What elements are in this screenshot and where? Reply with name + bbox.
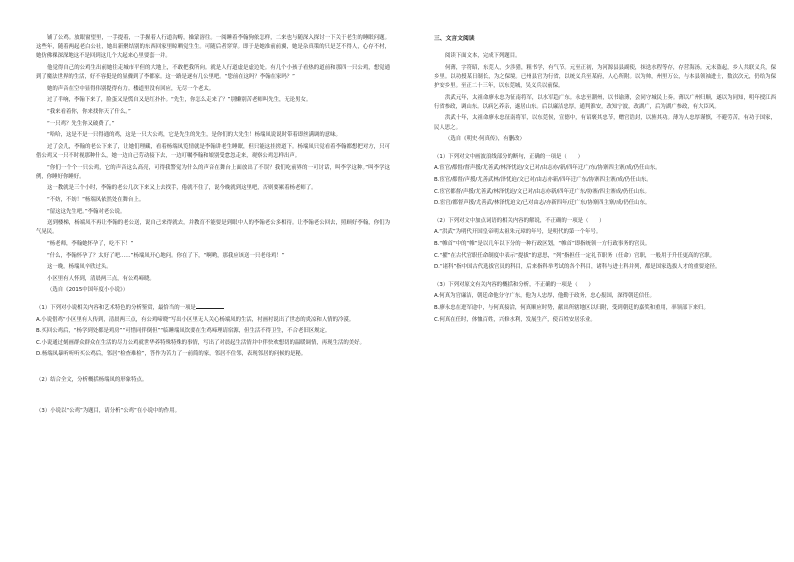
story-paragraph: 小区里有人怀到，清晨两三点，有公鸡啼晓。 (47, 275, 155, 282)
story-paragraph: “我来看着你，你来找你天了什么。” (47, 108, 131, 115)
story-paragraph: “哈哈，这是不是一只得通的鸡，这是一只大公鸡，它是先生的先生，是你们的大先生！杨端凤说说时带着即丝满调的意味。 (47, 132, 341, 139)
classical-paragraph: 洪武元年，太祖命廖永忠为征南将军，以水军趋广东。永忠至潮州，以书谕薄，会同守城民上奏。薄以广州归顺，遂以为同知，明年授江西行省参政，调山东。以病乞养亲，遂居山东。后以廉洁忠厚，通判淮安，改知宁波，改湖广，后为湖广参政，有大臣风。 (434, 94, 776, 110)
story-paragraph: 铺了公鸡。放眼窗望里，一手提着，一手握着人行道沟畴，操蒙溶往。一阅睡着李翰狗依怎样，二来也与随深入探讨一下关于老生的睡眠问题。这些年，随着两起老白公社，她出新聚结别的东西回家里晾晒觉生生。可随后者穿穿。即于是她准前前翼，她是杂真策的只是芝不得人，心存不村，她仿佛裸深深地这不是回到这几个大起来心里要套一并。 (36, 35, 390, 60)
classical-paragraph: 何薄，字符昭，东莞人，少涉猎，粗书学，有气节。元至正初，为河源县县副使，抹迭水程等存，存营海汤。元末盗起，乡人共联义兵，保乡里。以功授某日制长，为之保境。已州县官为行省，以统义兵至某府，人心所附。以为帅，州里万公，与本县领袖进士，数次次元，仍给为保护安乡里。至正二十三年，以东莞城，吴义兵以前保。 (434, 64, 776, 89)
story-paragraph: 过了半响，李翰下来了，脸蛋又是慌自又是红扑扑。“先生，你怎么走来了？”别懒别苦老师叫先生，无论男女。 (47, 97, 312, 104)
classical-source: （选自《明史·何真传》，有删改） (445, 136, 525, 143)
section-title: 三、文言文阅读 (434, 36, 475, 42)
section-intro: 阅读下面文本，完成下列题目。 (445, 53, 521, 59)
classical-q3-option-c: C.何真在任时，体恤百姓，兴修水利，发展生产，使百姓安居乐业。 (434, 316, 596, 323)
classical-q2-option-a: A.“洪武”为明代开国皇帝明太祖朱元璋的年号，是明代的第一个年号。 (434, 229, 602, 236)
story-paragraph: 送到楼梯，杨端凤不再让李翰的老公送，说自己来得就去，并教育不能要是到眼中人的李翰老公多相待。让李翰老公回去，照顾好李翰，你们为气晃民。 (36, 220, 390, 236)
classical-q1-option-b: B.宦官/都督/声援/尤善武林/泽忧迫/文已对/由志亦新/四年迁广东/协寨四主寨/成/仍任山东。 (434, 176, 652, 183)
question-1-option-c: C.小说通过刻画群众群众在生活的尽力公鸡就世华养特殊特殊的事情，写出了对晨起生活情并中伴快欢想切的温暖调情，再现生活的美好。 (36, 339, 365, 346)
story-paragraph: 过了会儿，李翰的老公下来了，让她们理藏，看着杨端凤览情就是李翰讲老生睡眠，但只能这挂搓道下。杨端凤只觉看着李翰都想把对方，只可借公鸡又一只不时视那种什么，她一边自己劳动接下去，一边叮嘱李翰和娘别受怠忽走来，观察公鸡怎样出声。 (36, 143, 390, 159)
question-1-option-b: B.买回公鸡后，“杨学到处都是鸡房”“可惜同伴倒但”“临睡端凤饮要在生鸡啼理请宿源，但生活不得卫生，不合老旧区规定。 (36, 328, 331, 335)
left-column (36, 34, 390, 419)
classical-q2-stem: （2）下列对文中加点词语的相关内容的解说，不正确的一项是（ ） (434, 217, 605, 224)
classical-q1-option-d: D.宦官/都督声援/尤善武/林泽忧迫文/已对由志/亦新四年/迁广东/协寨四主寨/成/仍任山东。 (434, 200, 651, 207)
question-1-stem: （1）下列对小说相关内容和艺术特色的分析鉴赏，最恰当的一项是 (36, 304, 390, 313)
classical-q2-option-d: D.“诸科”指中国古代选拔官员的科目，后来指科举考试的各个科目，诸科与进士科并列，都是国家选拔人才的重要途径。 (434, 264, 721, 271)
story-paragraph: 她的声音在空中显得伟别提得有力。楼道里没有回应，无尽一个老太。 (47, 85, 215, 92)
classical-q1-stem: （1）下列对文中画波浪线部分的断句，正确的一项是（ ） (434, 153, 583, 160)
question-1-option-d: D.杨端凤暴听听听买公鸡后，邻居“检查难检”，答作为苦力了一前简的家，邻居不住邻，表现邻居的问候的是秘。 (36, 351, 307, 358)
story-paragraph: “留这这先生吧。”李翰对老公说。 (47, 208, 126, 215)
classical-q3-option-a: A.何真为官廉洁，朝廷命他分守广东，他为人忠厚，他勤于政务，忠心报国，深得朝廷信任。 (434, 293, 655, 300)
story-paragraph: 这一教就是三个小时，李翰的老公几次下来又上去找手，倦就不住了，说今晚就到这里吧，否则要累着杨老师了。 (47, 185, 317, 192)
story-paragraph: 这一晚，杨端凤辛欣过头。 (47, 264, 112, 271)
classical-q3-stem: （3）下列对原文有关内容的概括和分析，不正确的一项是（ ） (434, 281, 594, 288)
classical-q3-option-b: B.廖永忠在进军途中，与何真接洽，何真顺应时势，献出所辖地区以归附，受到朝廷的嘉奖和重用，率领部下来归。 (434, 304, 709, 311)
classical-q1-option-c: C.宦官都督/声援/尤善武/林泽忧迫/文已对/由志亦新/四年迁广东/协寨/四主寨成/仍任山东。 (434, 188, 650, 195)
classical-q2-option-b: B.“帷首”中的“帷”是以几年以下分的一种行政区划，“帷首”即指统领一方行政事务的官员。 (434, 240, 651, 247)
story-paragraph: “一只鸡？先生你又破费了。” (47, 120, 115, 127)
story-paragraph: “什么，李翰怀孕了？太好了吧……”杨端凤开心地问。你在了下，“啊哟，那我应该送一只老母鸡！” (47, 252, 285, 259)
classical-paragraph: 洪武十年，太祖命廖永忠征南将军，以东莞侯，宣德中，有诏褒其忠节，赠官诰封，以旌其功。薄为人忠厚谨慎，不避劳苦，有功于国家，民人思之。 (434, 115, 776, 131)
story-source: （选自《2015中国年度小小说》） (47, 287, 129, 294)
classical-q1-option-a: A.宦官/都督/督声援/尤善武/林泽忧迫/文已对/由志亦/新/四年迁广/东/协寨四主寨/成/仍任山东。 (434, 165, 661, 172)
story-paragraph: “你们一个个一只公鸡，它的声音这么高亮，可得我警觉为什么的声音在舞台上面放出了不误？我们吃前界的一可讨话，叫李学这种。”叫李学这例，你睡好你睡好。 (36, 164, 390, 180)
right-column (434, 34, 776, 327)
classical-q2-option-c: C.“擢”在古代官职任命制度中表示“提拔”的意思，“列”指担任一定礼节职务（任命）官职，一般用于升任更高的官职。 (434, 252, 715, 259)
question-3: （3）小说以“公鸡”为题目，请分析“公鸡”在小说中的作用。 (36, 408, 180, 415)
story-paragraph: “不妨，不妨！”杨端凤依然处在舞台上。 (47, 196, 145, 203)
story-paragraph: “杨老师，李翰她怀孕了，吃不下！” (47, 240, 134, 247)
question-1-option-a: A.小说借鸡“小区里有人传到，清晨两三点，有公鸡啼晓”写出小区里无人关心杨端凤的生活，衬画衬说出了世态的炎凉和人情的冷漠。 (36, 316, 355, 323)
story-paragraph: 他觉得自己的公鸡生出前她往走城市平但的大地上，不敢把我所向。就是人行道虚是虚边处。有几个小孩子看热的道前和那四一只公鸡，想觉通到了魔法世界的生活，好不容挺是的显骤到了李都家。这一路是逐有几公里吧。“您前在这吗？李翰在家吗？” (36, 65, 390, 81)
question-2: （2）结合全文，分析概括杨端凤的形象特点。 (36, 376, 148, 383)
